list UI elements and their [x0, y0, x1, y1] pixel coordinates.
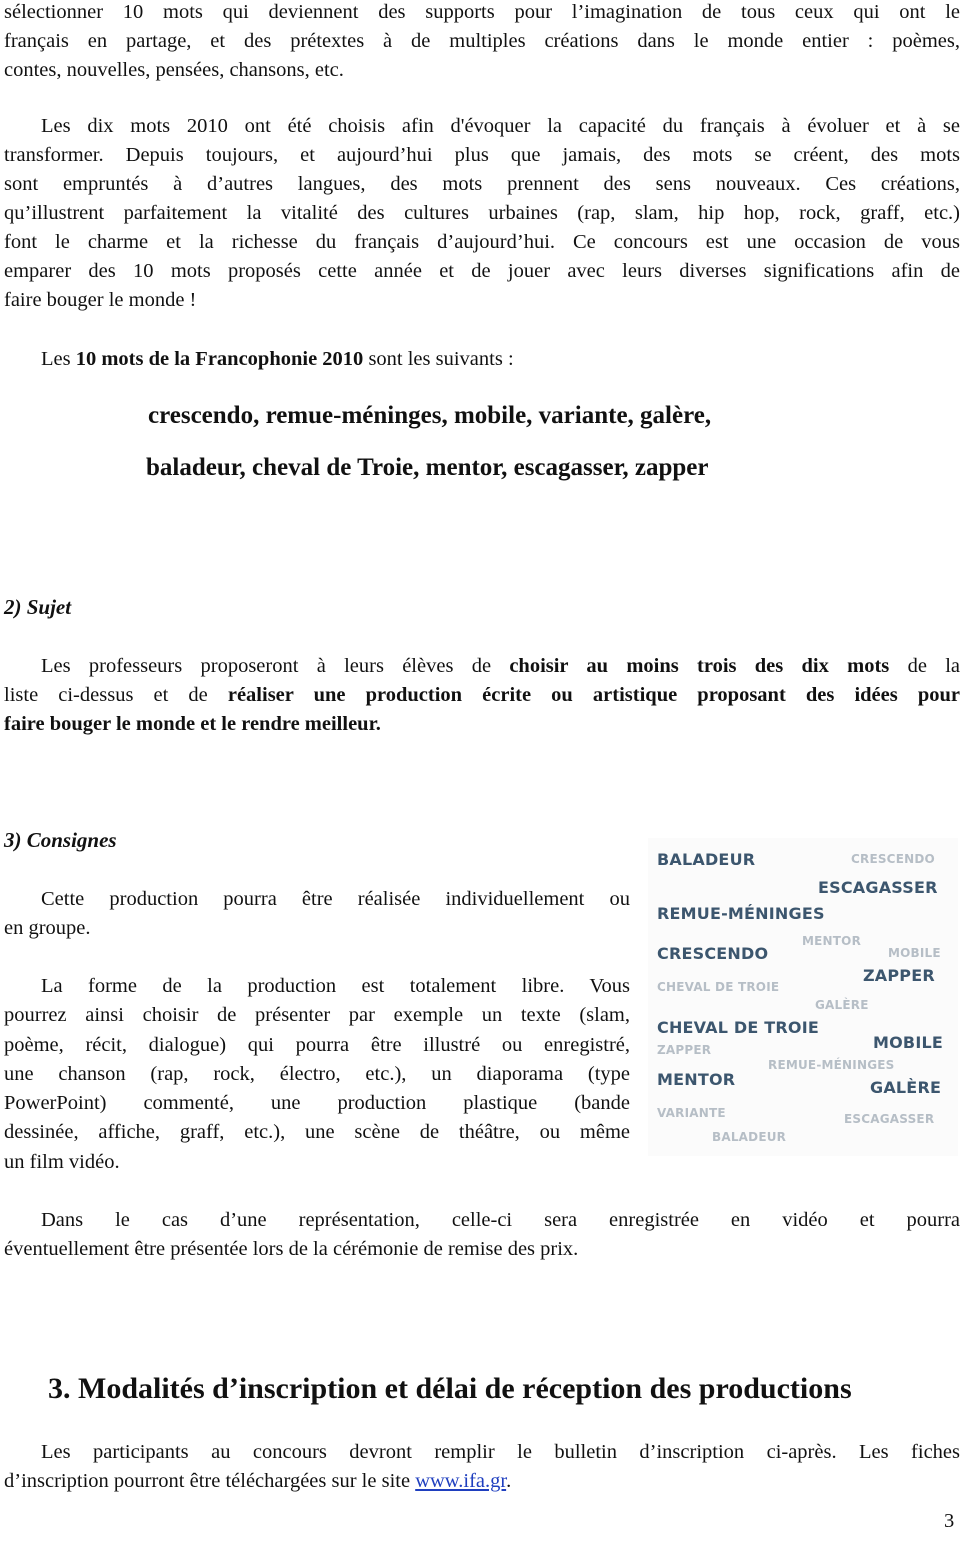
page-number: 3: [944, 1510, 955, 1532]
text-line: liste ci-dessus et de réaliser une production écrite ou artistique proposant des idées pour: [4, 684, 960, 706]
text-line: faire bouger le monde !: [4, 289, 197, 311]
words-intro: Les 10 mots de la Francophonie 2010 sont les suivants :: [41, 348, 514, 370]
text-line: faire bouger le monde et le rendre meilleur.: [4, 713, 381, 735]
section-heading-consignes: 3) Consignes: [4, 828, 117, 852]
consignes-paragraph-2: [4, 972, 630, 1177]
cloud-word: CRESCENDO: [851, 852, 935, 866]
text-line: transformer. Depuis toujours, et aujourd’hui plus que jamais, des mots se créent, des mots: [4, 144, 960, 166]
text-line: Dans le cas d’une représentation, celle-ci sera enregistrée en vidéo et pourra: [41, 1209, 960, 1231]
ifa-website-link[interactable]: www.ifa.gr: [415, 1470, 507, 1492]
text-line: PowerPoint) commenté, une production plastique (bande: [4, 1092, 630, 1115]
text-line: d’inscription pourront être téléchargées sur le site www.ifa.gr.: [4, 1470, 512, 1492]
cloud-word: GALÈRE: [815, 998, 869, 1012]
cloud-word: CHEVAL DE TROIE: [657, 980, 780, 994]
consignes-paragraph-3: [4, 1206, 960, 1264]
paragraph-dix-mots: [4, 112, 960, 315]
consignes-paragraph-1: [4, 885, 630, 943]
cloud-word: CRESCENDO: [657, 944, 769, 963]
cloud-word: REMUE-MÉNINGES: [657, 904, 825, 923]
cloud-word: REMUE-MÉNINGES: [768, 1058, 895, 1072]
cloud-word: ESCAGASSER: [818, 878, 938, 897]
cloud-word: BALADEUR: [657, 850, 756, 869]
word-cloud-image: [648, 838, 958, 1156]
cloud-word: GALÈRE: [870, 1078, 942, 1097]
text-line: Les dix mots 2010 ont été choisis afin d'évoquer la capacité du français à évoluer et à se: [41, 115, 960, 137]
text-line: Les participants au concours devront remplir le bulletin d’inscription ci-après. Les fiches: [41, 1441, 960, 1463]
text-line: sont empruntés à d’autres langues, des mots prennent des sens nouveaux. Ces créations,: [4, 173, 960, 195]
text-line: une chanson (rap, rock, électro, etc.), un diaporama (type: [4, 1062, 630, 1085]
text-line: contes, nouvelles, pensées, chansons, etc.: [4, 59, 344, 81]
modalites-paragraph: [4, 1438, 960, 1496]
text-line: emparer des 10 mots proposés cette année et de jouer avec leurs diverses significations afin de: [4, 260, 960, 282]
cloud-word: CHEVAL DE TROIE: [657, 1018, 820, 1037]
text-line: éventuellement être présentée lors de la cérémonie de remise des prix.: [4, 1238, 579, 1260]
text-line: La forme de la production est totalement libre. Vous: [41, 975, 630, 997]
cloud-word: ESCAGASSER: [844, 1112, 935, 1126]
ten-words-line-2: baladeur, cheval de Troie, mentor, escagasser, zapper: [146, 454, 709, 481]
cloud-word: MOBILE: [888, 946, 941, 960]
section-heading-sujet: 2) Sujet: [4, 595, 72, 619]
text-line: font le charme et la richesse du français d’aujourd’hui. Ce concours est une occasion de vous: [4, 231, 960, 253]
cloud-word: VARIANTE: [657, 1106, 726, 1120]
cloud-word: ZAPPER: [863, 966, 935, 985]
text-line: un film vidéo.: [4, 1150, 120, 1173]
section-heading-modalites: 3. Modalités d’inscription et délai de réception des productions: [48, 1372, 852, 1405]
text-line: sélectionner 10 mots qui deviennent des supports pour l’imagination de tous ceux qui ont le: [4, 1, 960, 23]
sujet-paragraph: [4, 652, 960, 739]
text-line: français en partage, et des prétextes à de multiples créations dans le monde entier : poèmes,: [4, 30, 960, 52]
text-line: qu’illustrent parfaitement la vitalité des cultures urbaines (rap, slam, hip hop, rock, graff, etc.): [4, 202, 960, 224]
cloud-word: BALADEUR: [712, 1130, 787, 1144]
cloud-word: MENTOR: [657, 1070, 736, 1089]
text-line: poème, récit, dialogue) qui pourra être illustré ou enregistré,: [4, 1033, 630, 1056]
text-line: dessinée, affiche, graff, etc.), une scène de théâtre, ou même: [4, 1121, 630, 1144]
text-line: en groupe.: [4, 917, 91, 939]
cloud-word: ZAPPER: [657, 1043, 712, 1057]
text-line: Cette production pourra être réalisée individuellement ou: [41, 888, 630, 910]
text-line: Les professeurs proposeront à leurs élèves de choisir au moins trois des dix mots de la: [41, 655, 960, 677]
cloud-word: MOBILE: [873, 1033, 943, 1052]
words-intro-bold: 10 mots de la Francophonie 2010: [75, 348, 364, 370]
text-line: pourrez ainsi choisir de présenter par exemple un texte (slam,: [4, 1004, 630, 1027]
intro-paragraph: [4, 0, 960, 85]
cloud-word: MENTOR: [802, 934, 862, 948]
ten-words-line-1: crescendo, remue-méninges, mobile, variante, galère,: [148, 402, 712, 429]
